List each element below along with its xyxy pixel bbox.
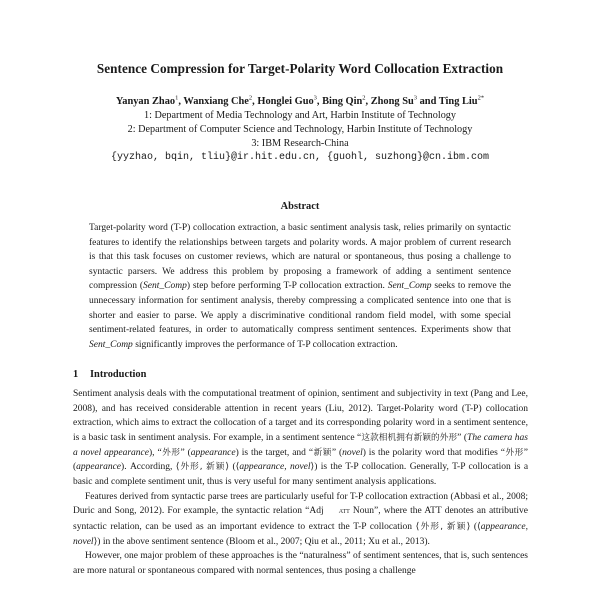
paragraph: Features derived from syntactic parse trees are particularly useful for T-P collocation extraction (Abbasi et al., 2008; Duric and Song, 2012). For example, the syntactic relation “Adj ATT Noun”, where the ATT denotes an attributive syntactic relation, can be used as an important evidence to extract the T-P collocation ⟨外形, 新颖⟩ (⟨appearance, novel⟩) in the above sentiment sentence (Bloom et al., 2007; Qiu et al., 2011; Xu et al., 2013).	[73, 491, 529, 547]
abstract-heading: Abstract	[280, 201, 320, 212]
author: Zhong Su$^3$ and	[370, 94, 439, 107]
author: Honglei Guo$^3$,	[257, 94, 323, 107]
author-emails: {yyzhao, bqin, tliu}@ir.hit.edu.cn, {guohl, suzhong}@cn.ibm.com	[110, 152, 490, 163]
section-title: Introduction	[90, 369, 147, 380]
paragraph: Sentiment analysis deals with the computational treatment of opinion, sentiment and subjectivity in text (Pang and Lee, 2008), and has received considerable attention in recent years (Liu, 2012). Target-Polarity word (T-P) collocation extraction, which aims to extract the collocation of a target and its corresponding polarity word in a sentiment sentence, is a basic task in sentiment analysis. For example, in a sentiment sentence “这款相机拥有新颖的外形” (The camera has a novel appearance), “外形” (appearance) is the target, and “新颖” (novel) is the polarity word that modifies “外形” (appearance). According, ⟨外形, 新颖⟩ (⟨appearance, novel⟩) is the T-P collocation. Generally, T-P collocation is a basic and complete sentiment unit, thus is very useful for many sentiment analysis applications.	[73, 389, 529, 487]
abstract-text: Target-polarity word (T-P) collocation extraction, a basic sentiment analysis task, relies primarily on syntactic features to identify the relationships between targets and polarity words. A major problem of current research is that this task focuses on customer reviews, which are natural or spontaneous, thus posing a challenge to syntactic parsers. We address this problem by proposing a framework of adding a sentiment sentence compression (Sent_Comp) step before performing T-P collocation extraction. Sent_Comp seeks to remove the unnecessary information for sentiment analysis, thereby compressing a complicated sentence into one that is shorter and easier to parse. We apply a discriminative conditional random field model, with some special sentiment-related features, in order to automatically compress sentiment sentences. Experiments show that Sent_Comp significantly improves the performance of T-P collocation extraction.	[89, 223, 512, 350]
section-heading-introduction	[73, 369, 146, 380]
paper-title: Sentence Compression for Target-Polarity Word Collocation Extraction	[96, 61, 504, 76]
affiliation-2: 2: Department of Computer Science and Technology, Harbin Institute of Technology	[127, 124, 473, 135]
affiliation-3: 3: IBM Research-China	[251, 138, 349, 149]
author: Yanyan Zhao$^1$,	[115, 94, 184, 107]
paragraph: However, one major problem of these approaches is the “naturalness” of sentiment sentences, that is, such sentences are more natural or spontaneous compared with normal sentences, thus posing a challenge	[73, 551, 528, 576]
author: Bing Qin$^2$,	[322, 94, 371, 107]
dependency-arc-label: ATT	[338, 509, 350, 516]
affiliation-1: 1: Department of Media Technology and Art, Harbin Institute of Technology	[144, 110, 456, 121]
author-list	[0, 96, 600, 107]
introduction-body	[73, 387, 528, 579]
author: Wanxiang Che$^2$,	[183, 94, 258, 107]
author: Ting Liu$^{2*}$	[438, 94, 485, 107]
section-number: 1	[73, 369, 79, 380]
